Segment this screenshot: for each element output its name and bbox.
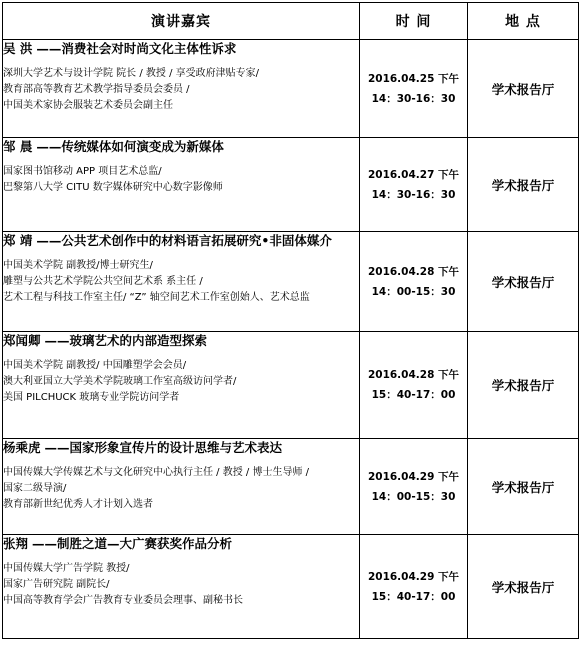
time-cell bbox=[360, 40, 468, 138]
date-text: 2016.04.29 下午 bbox=[367, 570, 460, 583]
lecture-schedule-table bbox=[2, 2, 579, 639]
table-row bbox=[3, 535, 579, 639]
table-row bbox=[3, 40, 579, 138]
place-cell: 学术报告厅 bbox=[468, 332, 579, 439]
bio-line: 艺术工程与科技工作室主任/ “Z” 轴空间艺术工作室创始人、艺术总监 bbox=[3, 292, 310, 303]
time-range: 14：00-15：30 bbox=[371, 490, 456, 503]
bio-line: 中国传媒大学传媒艺术与文化研究中心执行主任 / 教授 / 博士生导师 / bbox=[3, 467, 310, 478]
bio-line: 国家广告研究院 副院长/ bbox=[3, 579, 110, 590]
table-header-row bbox=[3, 3, 579, 40]
date-text: 2016.04.27 下午 bbox=[367, 168, 460, 181]
time-range: 14：30-16：30 bbox=[371, 92, 456, 105]
time-cell bbox=[360, 332, 468, 439]
talk-topic: ——传统媒体如何演变成为新媒体 bbox=[36, 139, 224, 154]
bio-line: 中国美术家协会服装艺术委员会副主任 bbox=[3, 100, 173, 111]
place-cell: 学术报告厅 bbox=[468, 439, 579, 535]
talk-title bbox=[3, 535, 359, 553]
guest-cell bbox=[3, 332, 360, 439]
header-place: 地 点 bbox=[468, 3, 579, 40]
bio-line: 国家图书馆移动 APP 项目艺术总监/ bbox=[3, 166, 162, 177]
place-cell: 学术报告厅 bbox=[468, 232, 579, 332]
speaker-name: 郑闻卿 bbox=[3, 333, 41, 348]
table-row bbox=[3, 138, 579, 232]
talk-topic: ——国家形象宣传片的设计思维与艺术表达 bbox=[44, 440, 283, 455]
bio-line: 中国传媒大学广告学院 教授/ bbox=[3, 563, 130, 574]
guest-cell bbox=[3, 535, 360, 639]
table-row bbox=[3, 232, 579, 332]
bio-line: 中国美术学院 副教授/博士研究生/ bbox=[3, 260, 153, 271]
bio-line: 中国高等教育学会广告教育专业委员会理事、副秘书长 bbox=[3, 595, 243, 606]
table-row bbox=[3, 332, 579, 439]
talk-title bbox=[3, 232, 359, 250]
time-cell bbox=[360, 232, 468, 332]
bio-line: 巴黎第八大学 CITU 数字媒体研究中心数字影像师 bbox=[3, 182, 223, 193]
speaker-name: 张翔 bbox=[3, 536, 29, 551]
header-guest: 演讲嘉宾 bbox=[3, 3, 360, 40]
talk-topic: ——公共艺术创作中的材料语言拓展研究•非固体媒介 bbox=[36, 233, 332, 248]
time-cell bbox=[360, 138, 468, 232]
time-range: 15：40-17：00 bbox=[371, 590, 456, 603]
bio-line: 教育部新世纪优秀人才计划入选者 bbox=[3, 499, 153, 510]
talk-title bbox=[3, 332, 359, 350]
bio-line: 澳大利亚国立大学美术学院玻璃工作室高级访问学者/ bbox=[3, 376, 237, 387]
guest-cell bbox=[3, 232, 360, 332]
header-time: 时 间 bbox=[360, 3, 468, 40]
bio-line: 深圳大学艺术与设计学院 院长 / 教授 / 享受政府津贴专家/ bbox=[3, 68, 260, 79]
place-cell: 学术报告厅 bbox=[468, 535, 579, 639]
speaker-name: 郑 靖 bbox=[3, 233, 33, 248]
date-text: 2016.04.28 下午 bbox=[367, 369, 460, 381]
speaker-name: 邹 晨 bbox=[3, 139, 33, 154]
guest-cell bbox=[3, 439, 360, 535]
table-row bbox=[3, 439, 579, 535]
speaker-name: 吴 洪 bbox=[3, 41, 33, 56]
guest-cell bbox=[3, 40, 360, 138]
bio-line: 国家二级导演/ bbox=[3, 483, 67, 494]
talk-topic: ——制胜之道—大广赛获奖作品分析 bbox=[32, 536, 233, 551]
talk-title bbox=[3, 439, 359, 457]
bio-line: 中国美术学院 副教授/ 中国雕塑学会会员/ bbox=[3, 360, 187, 371]
bio-line: 教育部高等教育艺术教学指导委员会委员 / bbox=[3, 84, 190, 95]
talk-topic: ——消费社会对时尚文化主体性诉求 bbox=[36, 41, 237, 56]
speaker-name: 杨乘虎 bbox=[3, 440, 41, 455]
time-range: 15：40-17：00 bbox=[371, 389, 456, 401]
date-text: 2016.04.29 下午 bbox=[367, 470, 460, 483]
talk-title bbox=[3, 138, 359, 156]
bio-line: 雕塑与公共艺术学院公共空间艺术系 系主任 / bbox=[3, 276, 203, 287]
place-cell: 学术报告厅 bbox=[468, 40, 579, 138]
time-range: 14：30-16：30 bbox=[371, 188, 456, 201]
time-cell bbox=[360, 439, 468, 535]
guest-cell bbox=[3, 138, 360, 232]
place-cell: 学术报告厅 bbox=[468, 138, 579, 232]
talk-topic: ——玻璃艺术的内部造型探索 bbox=[44, 333, 208, 348]
bio-line: 美国 PILCHUCK 玻璃专业学院访问学者 bbox=[3, 392, 180, 403]
time-range: 14：00-15：30 bbox=[371, 285, 456, 298]
talk-title bbox=[3, 40, 359, 58]
date-text: 2016.04.28 下午 bbox=[367, 265, 460, 278]
time-cell bbox=[360, 535, 468, 639]
date-text: 2016.04.25 下午 bbox=[367, 72, 460, 85]
